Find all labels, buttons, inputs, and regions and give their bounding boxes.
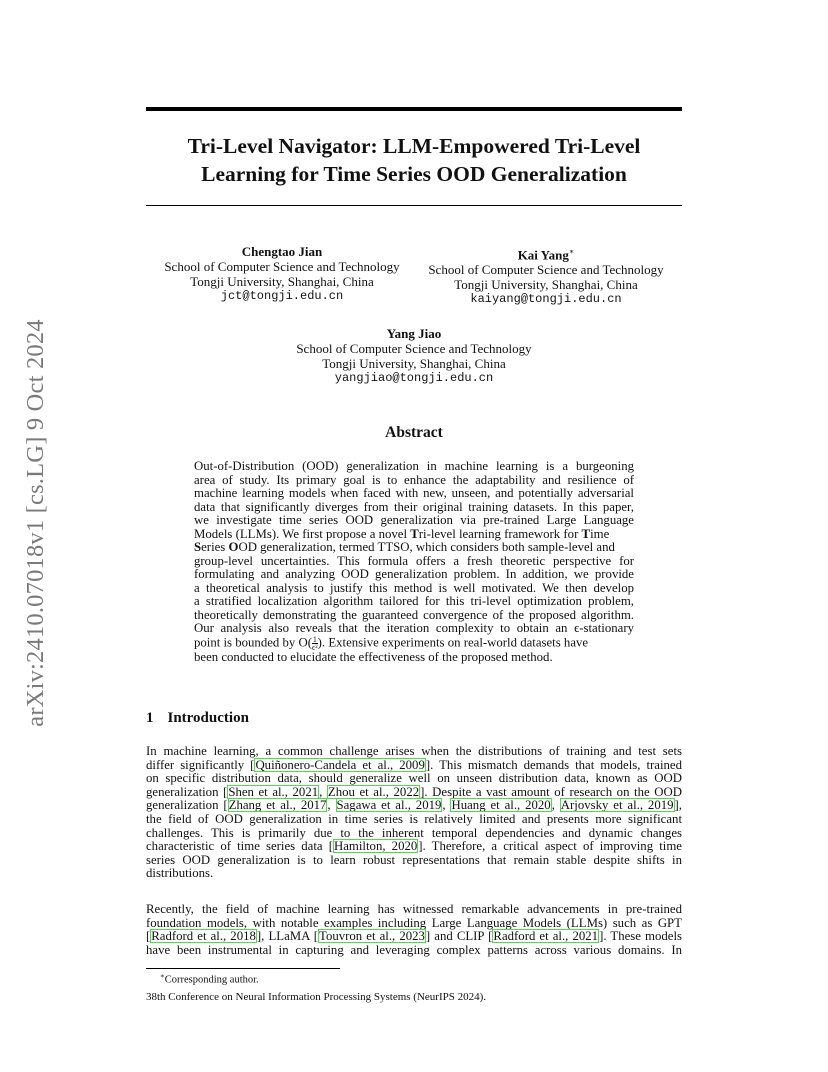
citation-link[interactable]: Arjovsky et al., 2019: [560, 798, 674, 813]
abstract-line: Models (LLMs). We first propose a novel Tri-level learning framework for Time: [194, 526, 610, 541]
text-line: distributions.: [146, 866, 214, 881]
text-line: In machine learning, a common challenge arises when the distributions of training and test sets: [146, 744, 682, 758]
abstract-line: a stratified localization algorithm tailored for this tri-level optimization problem,: [194, 594, 634, 608]
paragraph: [146, 745, 682, 881]
abstract-line: a theoretical analysis to justify this method is well motivated. We then develop: [194, 580, 634, 595]
footnote: [160, 972, 259, 986]
author-block: [288, 326, 540, 386]
text-line: differ significantly [Quiñonero-Candela et al., 2009]. This mismatch demands that models, trained: [146, 757, 682, 772]
citation-link[interactable]: Radford et al., 2021: [493, 929, 599, 944]
author-affiliation: School of Computer Science and Technology: [164, 259, 400, 274]
abstract-line: point is bounded by O( $\frac{1}{\text{ϵ²}}$ ). Extensive experiments on real-world datasets have: [194, 634, 589, 652]
author-name: Chengtao Jian: [241, 244, 323, 259]
conference-note: 38th Conference on Neural Information Processing Systems (NeurIPS 2024).: [146, 991, 487, 1003]
section-number: 1: [146, 710, 154, 726]
citation-link[interactable]: Hamilton, 2020: [334, 839, 418, 854]
title-top-rule: [146, 107, 682, 111]
text-line: [Radford et al., 2018], LLaMA [Touvron et al., 2023] and CLIP [Radford et al., 2021]. These models: [146, 929, 682, 944]
abstract-line: been conducted to elucidate the effectiveness of the proposed method.: [194, 649, 553, 664]
text-line: foundation models, with notable examples including Large Language Models (LLMs) such as GPT: [146, 915, 682, 930]
text-line: generalization [Shen et al., 2021, Zhou et al., 2022]. Despite a vast amount of research on the OOD: [146, 784, 682, 799]
paper-title: [146, 132, 682, 188]
citation-link[interactable]: Huang et al., 2020: [451, 798, 551, 813]
abstract-line: formulating and analyzing OOD generalization problem. In addition, we provide: [194, 567, 634, 581]
title-line: Learning for Time Series OOD Generalization: [201, 162, 627, 186]
author-email[interactable]: jct@tongji.edu.cn: [220, 289, 344, 303]
author-block: [156, 244, 408, 304]
fraction: $\frac{1}{\text{ϵ²}}$: [312, 634, 318, 652]
abstract-text: [194, 460, 634, 664]
abstract-line: data that significantly diverges from their original training datasets. In this paper,: [194, 499, 634, 514]
author-university: Tongji University, Shanghai, China: [454, 277, 638, 293]
text-line: on specific distribution data, should generalize well on unseen distribution data, known as OOD: [146, 771, 682, 786]
text-line: series OOD generalization is to learn robust representations that remain stable despite shifts in: [146, 852, 682, 867]
author-affiliation: School of Computer Science and Technology: [296, 341, 532, 356]
author-university: Tongji University, Shanghai, China: [190, 274, 374, 289]
author-university: Tongji University, Shanghai, China: [322, 356, 506, 371]
footnote-mark: ∗: [160, 972, 165, 980]
author-block: [420, 244, 672, 307]
abstract-line: theoretically demonstrating the guaranteed convergence of the proposed algorithm.: [194, 607, 634, 622]
paragraph: [146, 903, 682, 957]
text-line: generalization [Zhang et al., 2017, Sagawa et al., 2019, Huang et al., 2020, Arjovsky et al., 2019],: [146, 798, 682, 813]
abstract-line: machine learning models when faced with new, unseen, and potentially adversarial: [194, 486, 634, 500]
citation-link[interactable]: Touvron et al., 2023: [319, 929, 425, 944]
citation-link[interactable]: Quiñonero-Candela et al., 2009: [255, 757, 425, 772]
section-title: Introduction: [167, 710, 249, 726]
footnote-rule: [146, 968, 340, 969]
citation-link[interactable]: Radford et al., 2018: [151, 929, 256, 944]
abstract-line: group-level uncertainties. This formula offers a fresh theoretic perspective for: [194, 553, 634, 568]
author-email[interactable]: kaiyang@tongji.edu.cn: [470, 292, 622, 307]
title-bottom-rule: [146, 205, 682, 206]
abstract-line: Out-of-Distribution (OOD) generalization in machine learning is a burgeoning: [194, 459, 634, 473]
text-line: have been instrumental in capturing and leveraging complex patterns across various domains. In: [146, 942, 682, 957]
text-line: Recently, the field of machine learning has witnessed remarkable advancements in pre-trained: [146, 902, 682, 916]
arxiv-identifier-text: arXiv:2410.07018v1 [cs.LG] 9 Oct 2024: [22, 319, 49, 727]
corresponding-author-mark[interactable]: ∗: [568, 247, 575, 256]
section-heading: [146, 710, 249, 727]
abstract-line: Our analysis also reveals that the iteration complexity to obtain an ϵ-stationary: [194, 621, 634, 635]
abstract-line: we investigate time series OOD generalization via pre-trained Large Language: [194, 513, 634, 527]
arxiv-identifier-stamp: [20, 0, 52, 1072]
text-line: the field of OOD generalization in time series is relatively limited and presents more significant: [146, 811, 682, 826]
abstract-line: area of study. Its primary goal is to enhance the adaptability and resilience of: [194, 472, 634, 487]
title-line: Tri-Level Navigator: LLM-Empowered Tri-Level: [187, 134, 641, 158]
text-line: characteristic of time series data [Hamilton, 2020]. Therefore, a critical aspect of improving time: [146, 839, 682, 854]
text-line: challenges. This is primarily due to the inherent temporal dependencies and dynamic changes: [146, 825, 682, 840]
footnote-text: Corresponding author.: [164, 974, 259, 986]
citation-link[interactable]: Zhou et al., 2022: [327, 784, 420, 799]
author-email[interactable]: yangjiao@tongji.edu.cn: [334, 371, 494, 385]
citation-link[interactable]: Sagawa et al., 2019: [336, 798, 442, 813]
author-affiliation: School of Computer Science and Technology: [428, 262, 664, 278]
citation-link[interactable]: Zhang et al., 2017: [228, 798, 327, 813]
author-name: Kai Yang∗: [517, 247, 575, 263]
abstract-line: Series OOD generalization, termed TTSO, which considers both sample-level and: [194, 540, 615, 554]
abstract-heading: Abstract: [385, 424, 443, 441]
citation-link[interactable]: Shen et al., 2021: [228, 784, 319, 799]
author-name: Yang Jiao: [386, 326, 442, 341]
